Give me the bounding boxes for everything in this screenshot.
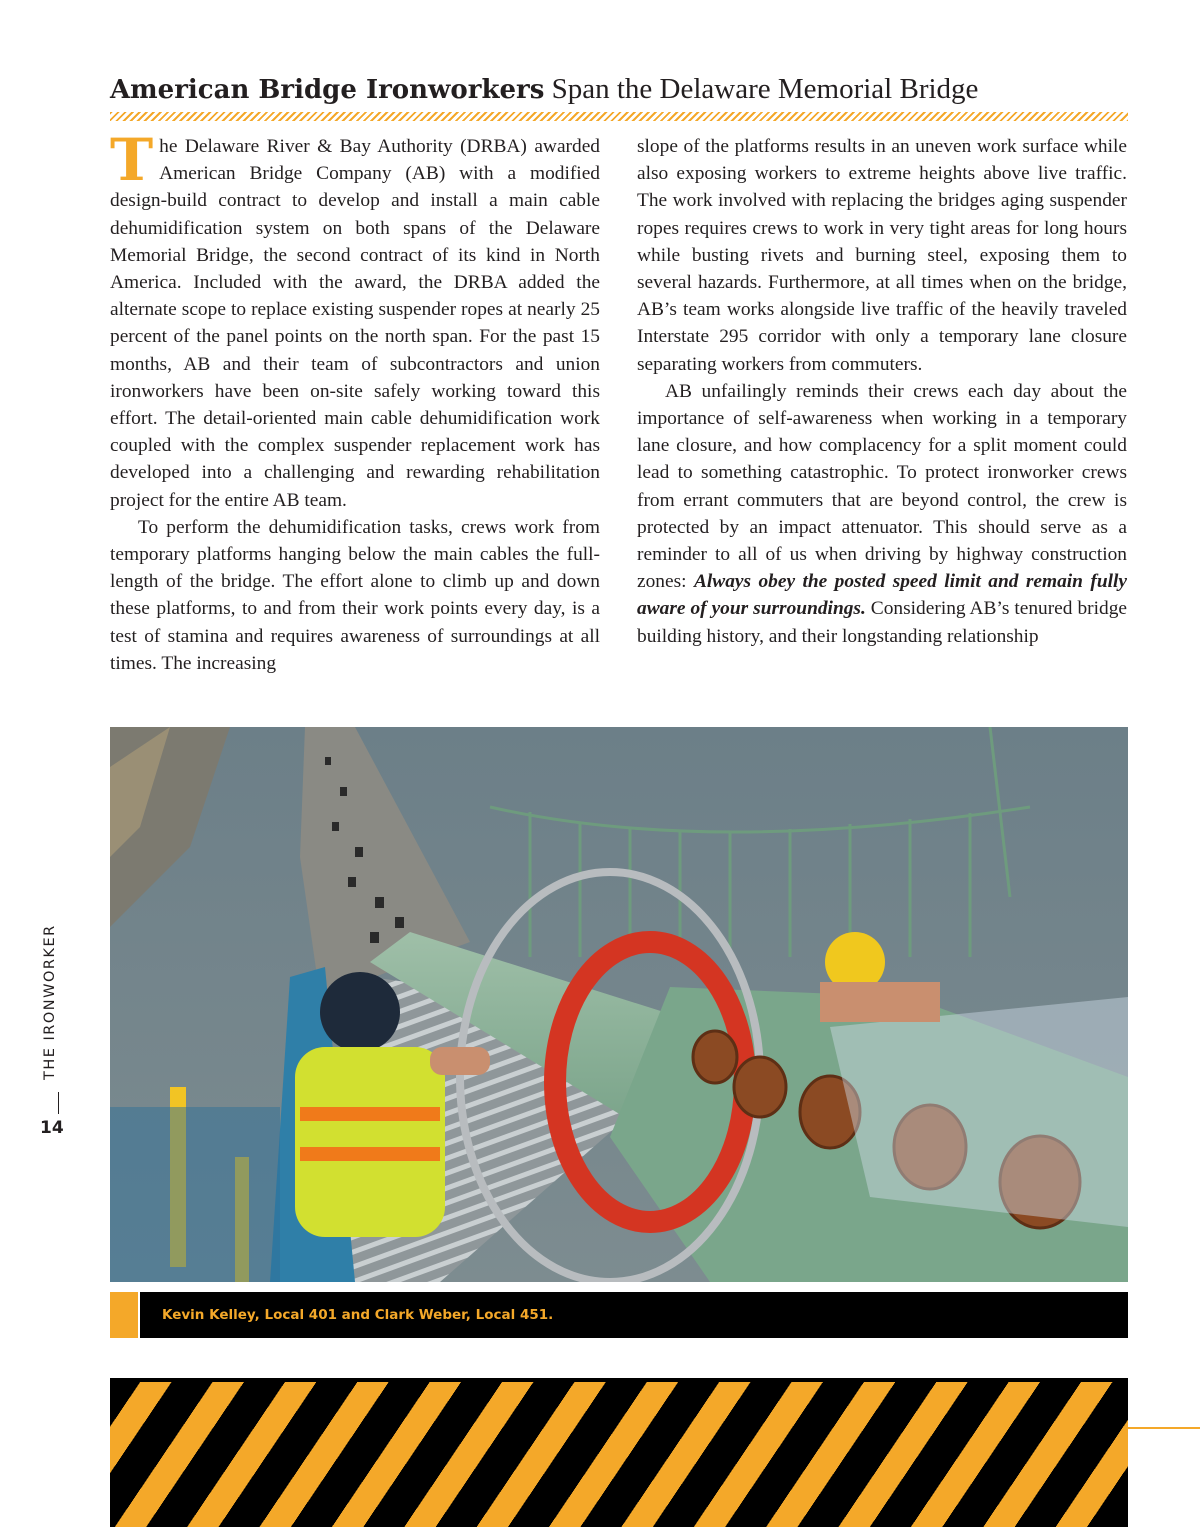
paragraph-1	[110, 126, 600, 514]
bridge-photo	[110, 727, 1128, 1282]
paragraph-4	[637, 378, 1127, 650]
hazard-stripes	[110, 1378, 1128, 1527]
drop-cap: T	[110, 126, 154, 194]
page-number: 14	[40, 1118, 64, 1138]
paragraph-2: To perform the dehumidification tasks, crews work from temporary platforms hanging below the main cables the full-length of the bridge. The effort alone to climb up and down these platforms, to and from their work points every day, is a test of stamina and requires awareness of surroundings at all times. The increasing	[110, 516, 600, 674]
bridge-photo-illustration	[110, 727, 1128, 1282]
safety-emphasis: Always obey the posted speed limit and remain fully aware of your surroundings.	[637, 571, 1127, 620]
caption-accent	[110, 1292, 138, 1338]
hazard-stripes-edge	[110, 1378, 1128, 1382]
title-rest: Span the Delaware Memorial Bridge	[551, 73, 979, 105]
title-bold: American Bridge Ironworkers	[110, 75, 545, 105]
paragraph-4-text-a: AB unfailingly reminds their crews each day about the importance of self-awareness when working in a temporary lane closure, and how complacency for a split moment could lead to something catastrophic. To protect ironworker crews from errant commuters that are beyond control, the crew is protected by an impact attenuator. This should serve as a reminder to all of us when driving by highway construction zones:	[637, 380, 1127, 593]
paragraph-4-text-b: Considering AB’s tenured bridge building history, and their longstanding relationship	[637, 598, 1127, 647]
paragraph-3: slope of the platforms results in an uneven work surface while also exposing workers to extreme heights above live traffic. The work involved with replacing the bridges aging suspender ropes requires crews to work in very tight areas for long hours while busting rivets and burning steel, exposing them to several hazards. Furthermore, at all times when on the bridge, AB’s team works alongside live traffic of the heavily traveled Interstate 295 corridor with only a temporary lane closure separating workers from commuters.	[637, 136, 1127, 375]
hatch-divider	[110, 112, 1128, 121]
footer-divider	[58, 1092, 59, 1114]
footer-rule	[1128, 1427, 1200, 1429]
column-left	[110, 126, 600, 677]
photo-caption: Kevin Kelley, Local 401 and Clark Weber, Local 451.	[140, 1292, 1128, 1338]
paragraph-1-text: he Delaware River & Bay Authority (DRBA) awarded American Bridge Company (AB) with a modified design-build contract to develop and install a main cable dehumidification system on both spans of the Delaware Memorial Bridge, the second contract of its kind in North America. Included with the award, the DRBA added the alternate scope to replace existing suspender ropes at nearly 25 percent of the panel points on the north span. For the past 15 months, AB and their team of subcontractors and union ironworkers have been on-site safely working toward this effort. The detail-oriented main cable dehumidification work coupled with the complex suspender replacement work has developed into a challenging and rewarding rehabilitation project for the entire AB team.	[110, 136, 600, 511]
column-right	[637, 133, 1127, 650]
article-title	[110, 70, 1130, 109]
